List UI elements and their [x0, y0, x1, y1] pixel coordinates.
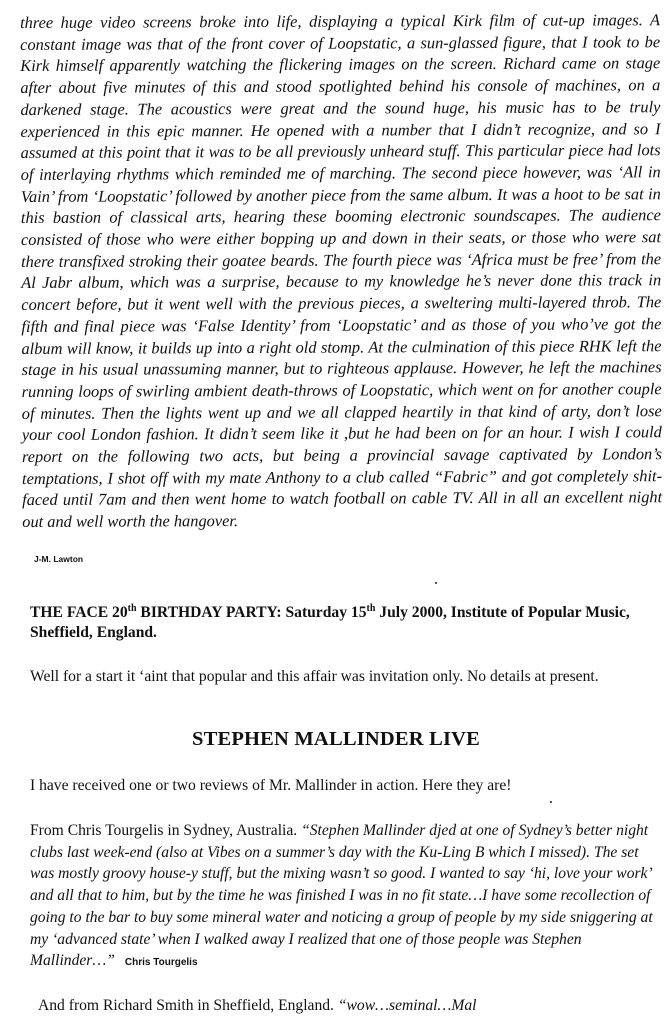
face-party-body: Well for a start it ‘aint that popular and this affair was invitation only. No details at present.: [30, 668, 599, 685]
rhk-concert-review: [20, 9, 662, 533]
face-party-title: [30, 603, 650, 643]
chris-quote: “Stephen Mallinder djed at one of Sydney’s better night clubs last week-end (also at Vibes on a summer’s day with the Ku-Ling B which I missed). The set was mostly groovy house-y stuff, but the mixing wasn’t so good. I wanted to say ‘hi, love your work’ and all that to him, but by the time he was finished I was in no fit state…I have some recollection of going to the bar to buy some mineral water and noticing a group of people by my side sniggering at my ‘advanced state’ when I walked away I realized that one of those people was Stephen Mallinder…”: [30, 822, 653, 970]
richard-quote: “wow…seminal…Mal: [337, 997, 477, 1014]
face-title-sup-b: th: [366, 602, 376, 614]
chris-lead: From Chris Tourgelis in Sydney, Australia.: [30, 822, 302, 839]
chris-tourgelis-review: [30, 820, 662, 974]
mallinder-intro: I have received one or two reviews of Mr. Mallinder in action. Here they are!: [30, 777, 512, 794]
review-text: three huge video screens broke into life, displaying a typical Kirk film of cut-up images. A constant image was that of the front cover of Loopstatic, a sun-glassed figure, that I took to be Kirk himself apparently watching the flickering images on the screen. Richard came on stage after about five minutes of this and stood spotlighted behind his console of machines, on a darkened stage. The acoustics were great and the sound huge, his music has to be truly experienced in this epic manner. He opened with a number that I didn’t recognize, and so I assumed at this point that it was to be all previously unheard stuff. This particular piece had lots of interlaying rhythms which reminded me of marching. The second piece however, was ‘All in Vain’ from ‘Loopstatic’ followed by another piece from the same album. It was a hoot to be sat in this bastion of classical arts, hearing these booming electronic soundscapes. The audience consisted of those who were either bopping up and down in their seats, or those who were sat there transfixed stroking their goatee beards. The fourth piece was ‘Africa must be free’ from the Al Jabr album, which was a surprise, because to my knowledge he’s never done this track in concert before, but it went well with the previous pieces, a sweltering multi-layered throb. The fifth and final piece was ‘False Identity’ from ‘Loopstatic’ and as those of you who’ve got the album will know, it builds up into a right old stomp. At the culmination of this piece RHK left the stage in his usual unassuming manner, but to righteous applause. However, he left the machines running loops of swirling ambient death-throws of Loopstatic, which went on for another couple of minutes. Then the lights went up and we all clapped heartily in that kind of arty, don’t lose your cool London fashion. It didn’t seem like it ,but he had been on for an hour. I wish I could report on the following two acts, but being a provincial savage captivated by London’s temptations, I shot off with my mate Anthony to a club called “Fabric” and got completely shit-faced until 7am and then went home to watch football on cable TV. All in all an excellent night out and well worth the hangover.: [20, 10, 663, 532]
richard-lead: And from Richard Smith in Sheffield, England.: [38, 997, 338, 1014]
face-title-part-b: BIRTHDAY PARTY: Saturday 15: [136, 604, 367, 621]
mallinder-heading: STEPHEN MALLINDER LIVE: [191, 728, 481, 750]
richard-smith-review: [38, 996, 658, 1016]
chris-signature: Chris Tourgelis: [124, 957, 198, 969]
face-title-part-a: THE FACE 20: [30, 604, 128, 621]
scan-speck: [435, 582, 437, 584]
review-byline: J-M. Lawton: [34, 554, 84, 564]
scan-speck: [550, 801, 552, 803]
face-title-sup-a: th: [127, 602, 137, 614]
face-title-part-c: July 2000, Institute of Popular Music, Sheffield, England.: [30, 604, 630, 641]
